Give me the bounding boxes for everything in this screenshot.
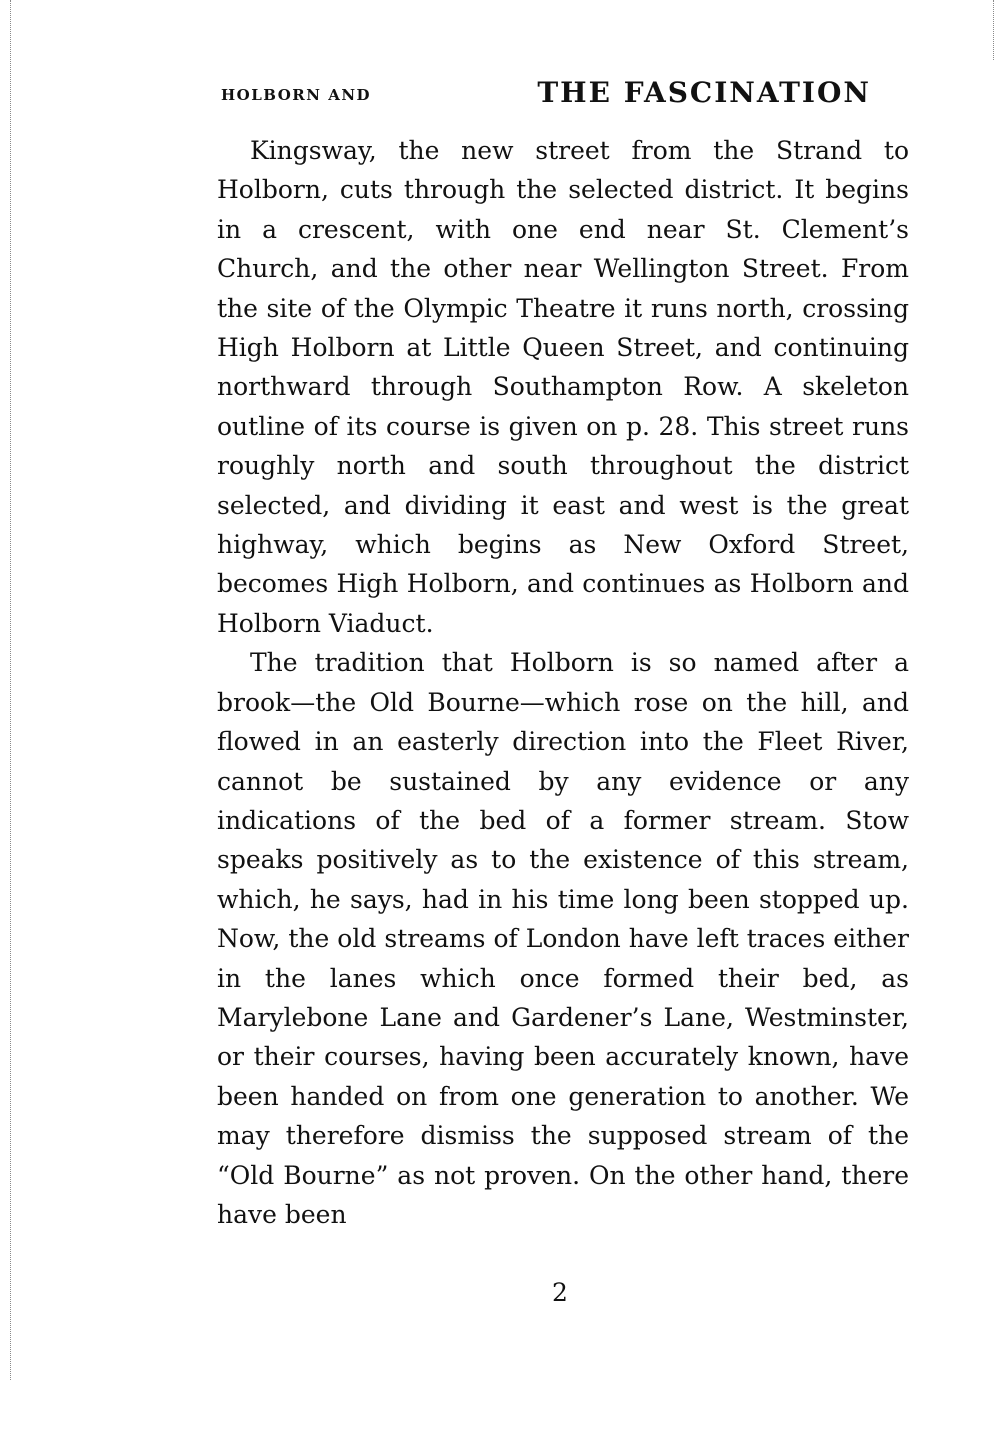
page-number: 2 [552, 1278, 568, 1307]
scan-edge-left [10, 0, 11, 1380]
scan-edge-right [993, 0, 994, 60]
body-text [217, 131, 909, 1234]
running-head [217, 76, 907, 116]
paragraph-kingsway: Kingsway, the new street from the Strand to Holborn, cuts through the selected district. It begins in a crescent, with one end near St. Clement’s Church, and the other near Wellington Street. From the site of the Olympic Theatre it runs north, crossing High Holborn at Little Queen Street, and continuing northward through Southampton Row. A skeleton outline of its course is given on p. 28. This street runs roughly north and south throughout the district selected, and dividing it east and west is the great highway, which begins as New Oxford Street, becomes High Holborn, and continues as Holborn and Holborn Viaduct. [217, 136, 909, 638]
paragraph-old-bourne: The tradition that Holborn is so named after a brook—the Old Bourne—which rose on the hill, and flowed in an easterly direction into the Fleet River, cannot be sustained by any evidence or any indications of the bed of a former stream. Stow speaks positively as to the existence of this stream, which, he says, had in his time long been stopped up. Now, the old streams of London have left traces either in the lanes which once formed their bed, as Marylebone Lane and Gardener’s Lane, Westminster, or their courses, having been accurately known, have been handed on from one generation to another. We may therefore dismiss the supposed stream of the “Old Bourne” as not proven. On the other hand, there have been [217, 648, 909, 1229]
running-head-right: THE FASCINATION [537, 76, 871, 109]
running-head-left: HOLBORN AND [221, 86, 372, 104]
